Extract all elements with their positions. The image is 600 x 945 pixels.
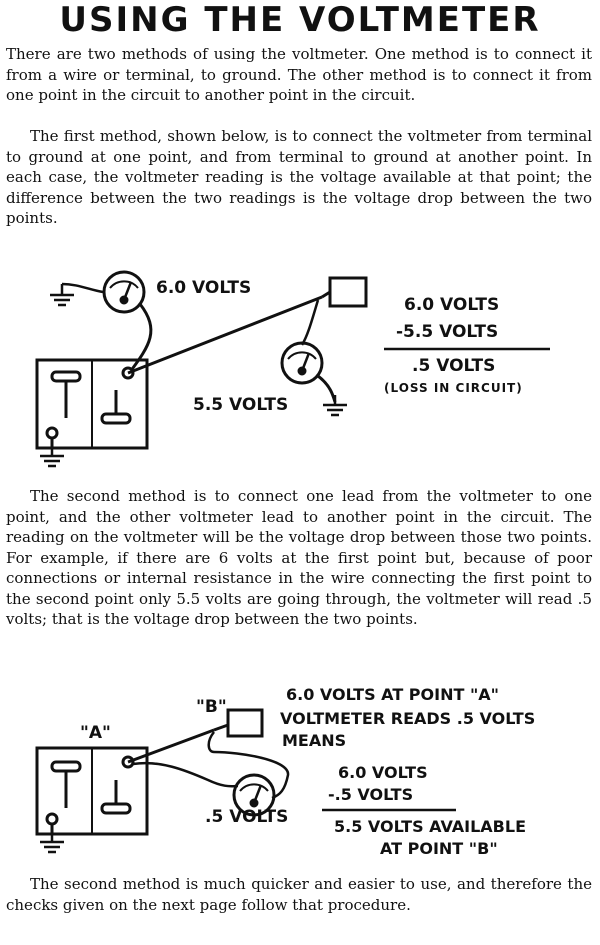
ground-symbol	[50, 284, 103, 305]
calc-note: (LOSS IN CIRCUIT)	[384, 381, 523, 395]
meter2-reading-label: 5.5 VOLTS	[193, 395, 289, 415]
calc-result: .5 VOLTS	[412, 356, 496, 376]
wire	[128, 730, 214, 762]
load-box	[330, 278, 366, 306]
ground-symbol	[323, 395, 347, 415]
calc2-line-2: -.5 VOLTS	[328, 785, 414, 804]
wire	[214, 725, 228, 730]
diagram-second-method	[0, 686, 600, 866]
voltmeter-icon	[282, 343, 335, 402]
calc-line-2: -5.5 VOLTS	[396, 322, 499, 342]
ground-symbol	[40, 448, 64, 466]
explain-line-3: MEANS	[282, 731, 347, 750]
meter1-reading-label: 6.0 VOLTS	[156, 278, 252, 298]
voltmeter-icon	[104, 272, 151, 372]
load-box	[228, 710, 262, 736]
result-line-2: AT POINT "B"	[380, 839, 498, 858]
diagram-first-method	[0, 262, 600, 472]
wire	[128, 297, 322, 373]
intro-paragraph: There are two methods of using the voltmeter. One method is to connect it from a wire or terminal, to ground. The other method is to connect it from one point in the circuit to another point in the circuit.	[6, 45, 592, 104]
calc2-line-1: 6.0 VOLTS	[338, 763, 428, 782]
explain-line-1: 6.0 VOLTS AT POINT "A"	[286, 685, 500, 704]
calc-line-1: 6.0 VOLTS	[404, 295, 500, 315]
meter-lead	[133, 763, 238, 786]
closing-paragraph: The second method is much quicker and easier to use, and therefore the checks given on the next page follow that procedure.	[6, 875, 592, 914]
point-a-label: "A"	[80, 723, 111, 743]
ground-symbol	[40, 834, 64, 852]
meter-reading-label: .5 VOLTS	[205, 807, 289, 827]
meter-lead	[302, 300, 318, 345]
point-b-label: "B"	[196, 697, 227, 717]
explain-line-2: VOLTMETER READS .5 VOLTS	[280, 709, 536, 728]
page-title: USING THE VOLTMETER	[59, 0, 541, 40]
second-method-paragraph: The second method is to connect one lead from the voltmeter to one point, and the other voltmeter lead to another point in the circuit. The reading on the voltmeter will be the voltage drop between those two points. For example, if there are 6 volts at the first point but, because of poor connections or internal resistance in the wire connecting the first point to the second point only 5.5 volts are going through, the voltmeter will read .5 volts; that is the voltage drop between the two points.	[6, 487, 592, 628]
first-method-paragraph: The first method, shown below, is to connect the voltmeter from terminal to ground at one point, and from terminal to ground at another point. In each case, the voltmeter reading is the voltage available at that point; the difference between the two readings is the voltage drop between the two points.	[6, 127, 592, 227]
meter-lead	[209, 732, 288, 798]
result-line-1: 5.5 VOLTS AVAILABLE	[334, 817, 526, 836]
